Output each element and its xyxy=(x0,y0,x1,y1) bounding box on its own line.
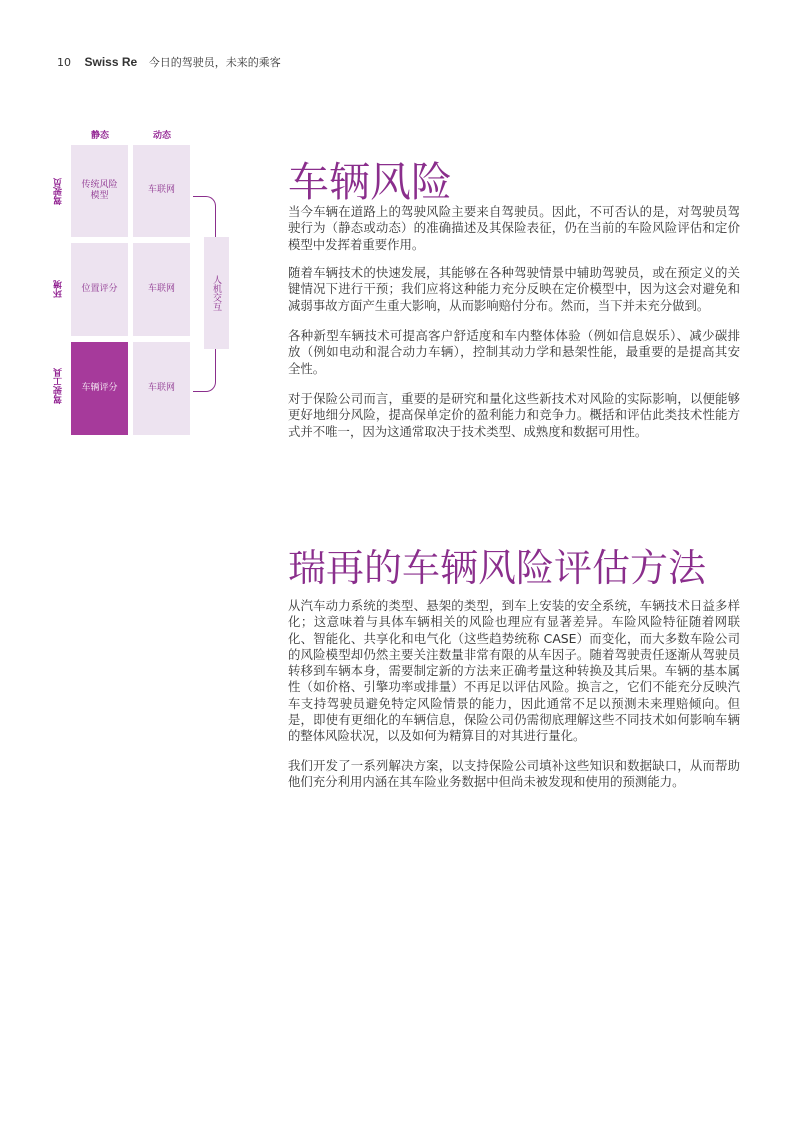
cell-vehicle-score: 车辆评分 xyxy=(71,342,128,435)
paragraph: 各种新型车辆技术可提高客户舒适度和车内整体体验（例如信息娱乐）、减少碳排放（例如电动和混合动力车辆），控制其动力学和悬架性能，最重要的是提高其安全性。 xyxy=(288,328,740,376)
cell-location-score: 位置评分 xyxy=(71,243,128,336)
paragraph: 对于保险公司而言，重要的是研究和量化这些新技术对风险的实际影响，以便能够更好地细分风险，提高保单定价的盈利能力和竞争力。概括和评估此类技术性能方式并不唯一，因为这通常取决于技术类型、成熟度和数据可用性。 xyxy=(288,391,740,439)
paragraph: 随着车辆技术的快速发展，其能够在各种驾驶情景中辅助驾驶员，或在预定义的关键情况下进行干预；我们应将这种能力充分反映在定价模型中，因为这会对避免和减弱事故方面产生重大影响，从而影响赔付分布。然而，当下并未充分做到。 xyxy=(288,265,740,313)
column-header-dynamic: 动态 xyxy=(152,131,171,141)
paragraph: 我们开发了一系列解决方案，以支持保险公司填补这些知识和数据缺口，从而帮助他们充分利用内涵在其车险业务数据中但尚未被发现和使用的预测能力。 xyxy=(288,758,740,790)
hmi-label: 人机交互 xyxy=(211,275,221,311)
cell-traditional-risk-model: 传统风险 模型 xyxy=(71,145,128,237)
cell-telematics-vehicle: 车联网 xyxy=(133,342,190,435)
risk-matrix-diagram xyxy=(0,0,260,450)
publication-title: 今日的驾驶员，未来的乘客 xyxy=(148,56,281,69)
column-header-static: 静态 xyxy=(90,131,109,141)
cell-telematics-driver: 车联网 xyxy=(133,145,190,237)
section-title-vehicle-risk: 车辆风险 xyxy=(288,158,452,207)
section-title-assessment-approach: 瑞再的车辆风险评估方法 xyxy=(288,546,707,591)
row-label-driver: 驾驶员 xyxy=(54,178,64,205)
hmi-box xyxy=(204,237,229,349)
page-number: 10 xyxy=(57,56,71,69)
paragraph: 当今车辆在道路上的驾驶风险主要来自驾驶员。因此，不可否认的是，对驾驶员驾驶行为（静态或动态）的准确描述及其保险表征，仍在当前的车险风险评估和定价模型中发挥着重要作用。 xyxy=(288,204,740,252)
cell-telematics-environment: 车联网 xyxy=(133,243,190,336)
row-label-environment: 环境 xyxy=(54,280,64,298)
row-label-vehicle: 驾驶工具 xyxy=(54,368,64,404)
paragraph: 从汽车动力系统的类型、悬架的类型，到车上安装的安全系统，车辆技术日益多样化；这意味着与具体车辆相关的风险也理应有显著差异。车险风险特征随着网联化、智能化、共享化和电气化（这些趋势统称 CASE）而变化，而大多数车险公司的风险模型却仍然主要关注数量非常有限的从车因子。随着驾驶责任逐渐从驾驶员转移到车辆本身，需要制定新的方法来正确考量这种转换及其后果。车辆的基本属性（如价格、引擎功率或排量）不再足以评估风险。换言之，它们不能充分反映汽车支持驾驶员避免特定风险情景的能力，因此通常不足以预测未来理赔倾向。但是，即使有更细化的车辆信息，保险公司仍需彻底理解这些不同技术如何影响车辆的整体风险状况，以及如何为精算目的对其进行量化。 xyxy=(288,598,740,744)
brand-name: Swiss Re xyxy=(84,55,138,69)
